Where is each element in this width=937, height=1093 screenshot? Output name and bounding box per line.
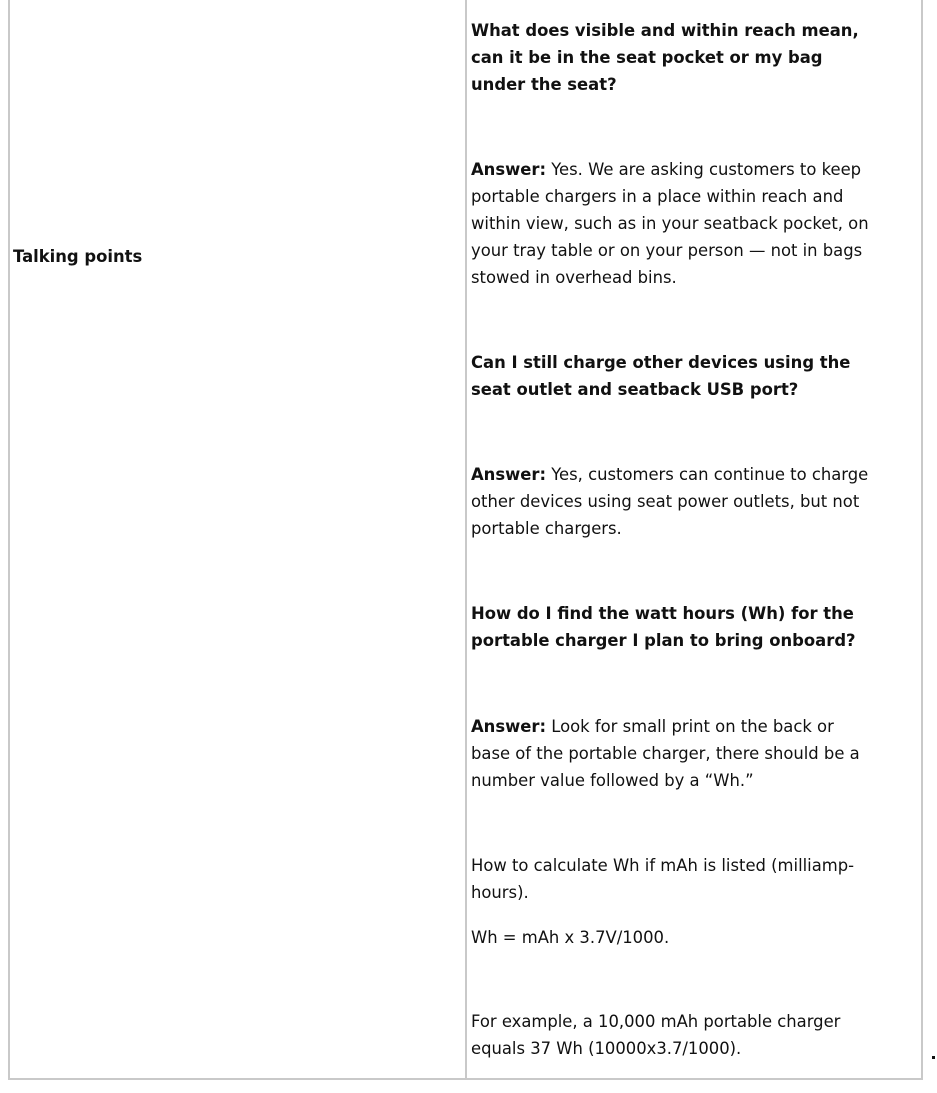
example-line: For example, a 10,000 mAh portable charger (471, 1012, 841, 1031)
faq-answer-1 (471, 156, 921, 291)
faq-answer-2 (471, 461, 921, 542)
faq-question-3-line: How do I find the watt hours (Wh) for the (471, 604, 854, 623)
faq-question-2-line: Can I still charge other devices using the (471, 353, 851, 372)
row-label-talking-points: Talking points (13, 247, 143, 266)
example-line: equals 37 Wh (10000x3.7/1000). (471, 1039, 742, 1058)
faq-question-3 (471, 600, 921, 654)
wh-calculation-note (471, 852, 921, 906)
faq-question-1-line: under the seat? (471, 75, 617, 94)
formula-line: Wh = mAh x 3.7V/1000. (471, 928, 670, 947)
faq-answer-3-line: Look for small print on the back or (546, 717, 834, 736)
faq-answer-1-line: portable chargers in a place within reach and (471, 187, 844, 206)
calc-line: hours). (471, 883, 529, 902)
answer-label: Answer: (471, 717, 547, 736)
faq-answer-2-line: other devices using seat power outlets, but not (471, 492, 860, 511)
calc-line: How to calculate Wh if mAh is listed (milliamp- (471, 856, 855, 875)
faq-answer-2-line: Yes, customers can continue to charge (546, 465, 869, 484)
faq-answer-1-line: within view, such as in your seatback pocket, on (471, 214, 869, 233)
wh-example (471, 1008, 921, 1062)
answer-label: Answer: (471, 465, 547, 484)
faq-answer-1-line: Yes. We are asking customers to keep (546, 160, 862, 179)
faq-question-1-line: What does visible and within reach mean, (471, 21, 859, 40)
faq-answer-2-line: portable chargers. (471, 519, 622, 538)
wh-formula (471, 924, 921, 951)
faq-question-1 (471, 17, 921, 98)
faq-question-2 (471, 349, 921, 403)
faq-question-3-line: portable charger I plan to bring onboard? (471, 631, 856, 650)
stray-dot-mark (932, 1056, 935, 1059)
answer-label: Answer: (471, 160, 547, 179)
faq-answer-3-line: base of the portable charger, there should be a (471, 744, 860, 763)
faq-answer-3-line: number value followed by a “Wh.” (471, 771, 754, 790)
faq-answer-1-line: stowed in overhead bins. (471, 268, 677, 287)
faq-question-1-line: can it be in the seat pocket or my bag (471, 48, 823, 67)
faq-question-2-line: seat outlet and seatback USB port? (471, 380, 799, 399)
faq-answer-3 (471, 713, 921, 794)
faq-answer-1-line: your tray table or on your person — not in bags (471, 241, 863, 260)
column-divider (465, 0, 467, 1080)
